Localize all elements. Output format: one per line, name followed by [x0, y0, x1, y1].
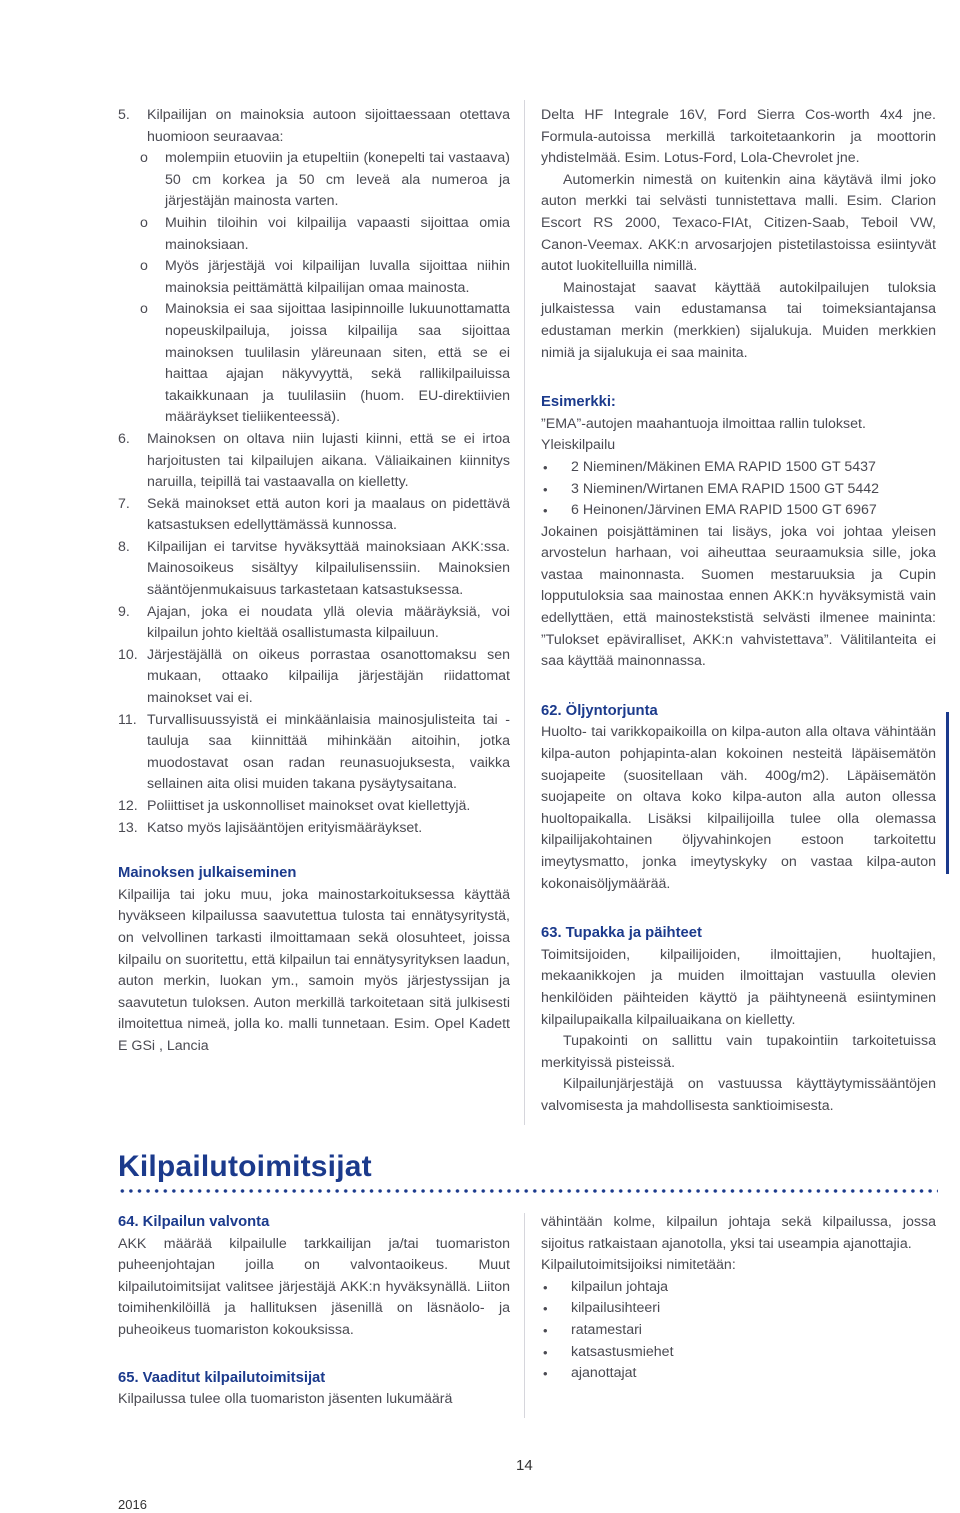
example-line: ”EMA”-autojen maahantuoja ilmoittaa rallin tulokset.	[541, 415, 866, 432]
rule-item-7	[118, 494, 510, 537]
rule-number: 6.	[118, 430, 130, 447]
sub-bullet: o	[140, 258, 148, 275]
sub-item	[118, 213, 510, 256]
list-item-text: 3 Nieminen/Wirtanen EMA RAPID 1500 GT 5442	[571, 480, 880, 497]
sub-bullet: o	[140, 150, 148, 167]
page-number: 14	[516, 1457, 533, 1474]
list-item	[541, 1320, 936, 1342]
list-item	[541, 457, 936, 479]
rule-number: 11.	[118, 711, 137, 728]
paragraph: Mainostajat saavat käyttää autokilpailujen tuloksia julkaistessa vain edustamansa tai toimeksiantajansa edustaman merkin (merkkien) sijalukuja. Muiden merkkien nimiä ja sijalukuja ei saa mainita.	[541, 279, 936, 361]
rule-item-12	[118, 796, 510, 818]
list-item-text: ratamestari	[571, 1321, 642, 1338]
rule-item-13	[118, 818, 510, 840]
paragraph: Delta HF Integrale 16V, Ford Sierra Cos-worth 4x4 jne. Formula-autoissa merkillä tarkoitetaankorin ja moottorin yhdistelmää. Esim. Lotus-Ford, Lola-Chevrolet jne.	[541, 107, 936, 167]
column-divider-top	[524, 100, 525, 1125]
list-item-text: kilpailusihteeri	[571, 1300, 661, 1317]
rule-number: 12.	[118, 798, 138, 814]
left-column	[118, 105, 510, 1058]
paragraph: AKK määrää kilpailulle tarkkailijan ja/tai tuomariston puheenjohtajan joilla on valvontaoikeus. Muut kilpailutoimitsijat valitsee järjestäjä AKK:n hyväksynällä. Liiton toimihenkilöillä ja hallituksen jäsenillä on läsnäolo- ja puheoikeus tuomariston kokouksissa.	[118, 1235, 510, 1338]
sub-text: Muihin tiloihin voi kilpailija vapaasti sijoittaa omia mainoksiaan.	[165, 214, 510, 253]
dotted-rule	[118, 1188, 938, 1194]
rule-number: 9.	[118, 603, 130, 620]
example-line: Yleiskilpailu	[541, 437, 616, 454]
rule-item-9	[118, 602, 510, 645]
rule-number: 5.	[118, 107, 130, 123]
rule-item-11	[118, 710, 510, 796]
sub-bullet: o	[140, 301, 148, 318]
rule-item-6	[118, 429, 510, 494]
paragraph: Toimitsijoiden, kilpailijoiden, ilmoittajien, huoltajien, mekaanikkojen ja muiden ilmoittajan vastuulla olevien henkilöiden päihteiden käyttö ja päihtyneenä esiintyminen kilpailupaikalla kilpailuaikana on kielletty.	[541, 946, 936, 1028]
list-item	[541, 500, 936, 522]
paragraph: Kilpailija tai joku muu, joka mainostarkoituksessa käyttää hyväkseen kilpailussa saavutettua tulosta tai ennätysyritystä, on velvollinen tarkasti ilmoittamaan sekä olosuhteet, joissa kilpailu on suoritettu, että kilpailun tai ennätysyrityksen laadun, auton merkin, luokan ym., samoin myös järjestyssijan ja saavutetun tuloksen. Auton merkillä tarkoitetaan sitä julkisesti ilmoitettua nimeä, jolla ko. malli tunnetaan. Esim. Opel Kadett E GSi , Lancia	[118, 886, 510, 1054]
rule-item-5	[118, 105, 510, 148]
section-heading: 64. Kilpailun valvonta	[118, 1214, 270, 1230]
sub-item	[118, 299, 510, 429]
example-heading: Esimerkki:	[541, 394, 616, 411]
list-item	[541, 1298, 936, 1320]
side-marker	[946, 712, 949, 874]
paragraph: Tupakointi on sallittu vain tupakointiin tarkoitetuissa merkityissä pisteissä.	[541, 1033, 936, 1071]
bullet-icon: •	[543, 481, 548, 497]
sub-item	[118, 256, 510, 299]
rule-text: Turvallisuussyistä ei minkäänlaisia mainosjulisteita tai -tauluja saa kiinnittää mihinkään aitoihin, jotka muodostavat osan radan reunasuojuksesta, vaikka sellainen aita olisi muiden takana pysäytysaitana.	[147, 711, 510, 793]
sub-text: molempiin etuoviin ja etupeltiin (konepelti tai vastaava) 50 cm korkea ja 50 cm leveä ala numeroa ja järjestäjän mainosta varten.	[165, 150, 510, 210]
rule-item-8	[118, 537, 510, 602]
bottom-right-column	[541, 1212, 936, 1385]
rule-text: Sekä mainokset että auton kori ja maalaus on pidettävä katsastuksen edellyttämässä kunnossa.	[147, 495, 510, 534]
rule-number: 10.	[118, 646, 138, 663]
list-item	[541, 1363, 936, 1385]
list-item	[541, 1277, 936, 1299]
sub-text: Myös järjestäjä voi kilpailijan luvalla sijoittaa niihin mainoksia peittämättä kilpailijan omaa mainosta.	[165, 258, 510, 296]
section-heading: Mainoksen julkaiseminen	[118, 865, 297, 882]
bullet-icon: •	[543, 1279, 548, 1295]
right-column	[541, 105, 936, 1118]
rule-text: Katso myös lajisääntöjen erityismääräykset.	[147, 819, 423, 836]
rule-text: Kilpailijan on mainoksia autoon sijoittaessaan otettava huomioon seuraavaa:	[147, 107, 510, 145]
paragraph: Jokainen poisjättäminen tai lisäys, joka voi johtaa yleisen arvostelun harhaan, voi aiheuttaa seuraamuksia sille, joka vastaa mainonnasta. Suomen mestaruuksia ja Cupin lopputuloksia saa mainostaa ennen AKK:n hyväksymistä vain edellyttäen, että mainostekstistä selvästi ilmenee maininta: ”Tulokset epäviralliset, AKK:n vahvistettava”. Välitilanteita ei saa käyttää mainonnassa.	[541, 523, 936, 670]
list-item	[541, 479, 936, 501]
bottom-left-column	[118, 1212, 510, 1411]
bullet-icon: •	[543, 1344, 548, 1360]
section-heading: 65. Vaaditut kilpailutoimitsijat	[118, 1369, 326, 1386]
paragraph: Automerkin nimestä on kuitenkin aina käytävä ilmi joko auton merkki tai selvästi tunnistettava malli. Esim. Clarion Escort RS 2000, Texaco-FIAt, Citizen-Saab, Teboil VW, Canon-Veemax. AKK:n arvosarjojen pistetilastoissa esiintyvät autot luokitelluilla nimillä.	[541, 171, 936, 275]
rule-text: Mainoksen on oltava niin lujasti kiinni, että se ei irtoa harjoitusten tai kilpailujen aikana. Väliaikainen kiinnitys naruilla, teipillä tai vastaavalla on kielletty.	[147, 430, 510, 491]
rule-text: Kilpailijan ei tarvitse hyväksyttää mainoksiaan AKK:ssa. Mainosoikeus sisältyy kilpailulisenssiin. Mainoksien sääntöjenmukaisuus tarkastetaan katsastuksessa.	[147, 538, 510, 599]
rule-item-10	[118, 645, 510, 710]
paragraph: vähintään kolme, kilpailun johtaja sekä kilpailussa, jossa sijoitus ratkaistaan ajanotolla, yksi tai useampia ajanottajia.	[541, 1214, 936, 1252]
sub-text: Mainoksia ei saa sijoittaa lasipinnoille lukuunottamatta nopeuskilpailuja, joissa kilpailija saa sijoittaa mainoksen tuulilasin yläreunaan siten, että se ei haittaa ajajan näkyvyyttä, sekä rallikilpailuissa takaikkunaan ja tuulilasiin (huom. EU-direktiivien määräykset tieliikenteessä).	[165, 301, 510, 426]
list-item-text: 6 Heinonen/Järvinen EMA RAPID 1500 GT 6967	[571, 502, 877, 519]
list-item-text: kilpailun johtaja	[571, 1278, 669, 1295]
paragraph: Kilpailunjärjestäjä on vastuussa käyttäytymissääntöjen valvomisesta ja mahdollisesta sanktioimisesta.	[541, 1076, 936, 1114]
bullet-icon: •	[543, 1301, 548, 1317]
sub-bullet: o	[140, 214, 148, 231]
rule-number: 7.	[118, 495, 130, 512]
list-item	[541, 1342, 936, 1364]
column-divider-bottom	[524, 1213, 525, 1418]
list-item-text: 2 Nieminen/Mäkinen EMA RAPID 1500 GT 5437	[571, 458, 876, 475]
paragraph: Kilpailussa tulee olla tuomariston jäsenten lukumäärä	[118, 1391, 453, 1408]
sub-item	[118, 148, 510, 213]
bullet-icon: •	[543, 1366, 548, 1382]
section-heading: 62. Öljyntorjunta	[541, 702, 658, 719]
list-item-text: ajanottajat	[571, 1365, 637, 1382]
section-title: Kilpailutoimitsijat	[118, 1150, 372, 1183]
rule-number: 13.	[118, 819, 138, 836]
rule-number: 8.	[118, 538, 130, 555]
bullet-icon: •	[543, 1322, 548, 1338]
list-item-text: katsastusmiehet	[571, 1343, 674, 1360]
paragraph: Kilpailutoimitsijoiksi nimitetään:	[541, 1257, 736, 1274]
paragraph: Huolto- tai varikkopaikoilla on kilpa-auton alla oltava vähintään kilpa-auton pohjapinta-alan kokoinen nesteitä läpäisemätön suojapeite (suositellaan väh. 400g/m2). Läpäisemätön suojapeite on oltava koko kilpa-auton alla auton ollessa huoltopaikalla. Lisäksi kilpailijoilla tulee olla olemassa kilpailijakohtainen öljyvahinkojen estoon tarkoitettu imeytysmatto, jonka imeytyskyky on vastaa kilpa-auton kokonaisöljymäärää.	[541, 724, 936, 892]
footer-year: 2016	[118, 1497, 147, 1512]
section-heading: 63. Tupakka ja päihteet	[541, 925, 702, 942]
bullet-icon: •	[543, 503, 548, 519]
rule-text: Poliittiset ja uskonnolliset mainokset ovat kiellettyjä.	[147, 798, 471, 814]
rule-text: Ajajan, joka ei noudata yllä olevia määräyksiä, voi kilpailun johto kieltää osallistumasta kilpailuun.	[147, 603, 510, 642]
rule-text: Järjestäjällä on oikeus porrastaa osanottomaksu sen mukaan, ottaako kilpailija järjestäjän riidattomat mainokset vai ei.	[147, 646, 510, 707]
bullet-icon: •	[543, 459, 548, 475]
